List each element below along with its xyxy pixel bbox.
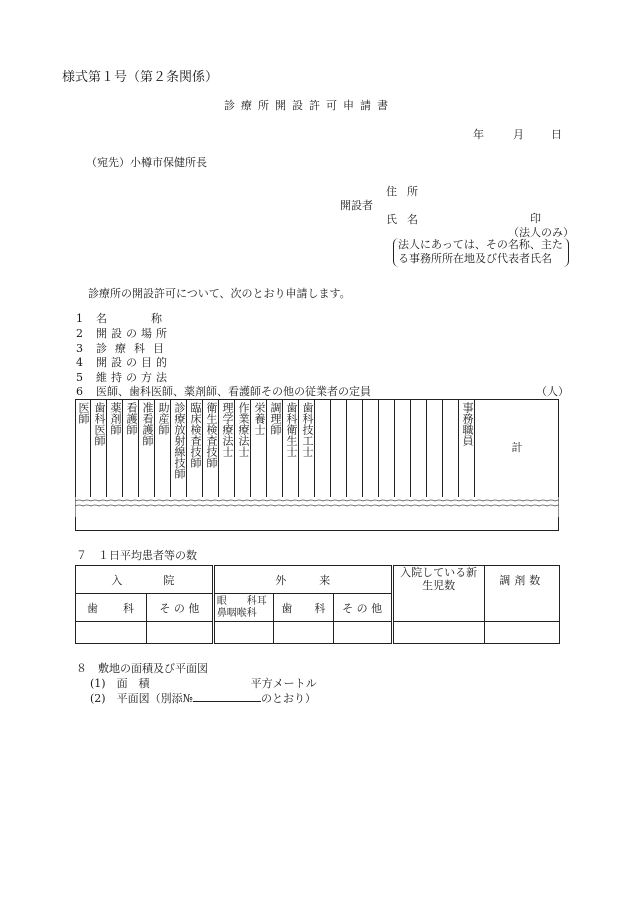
staff-column-header: 計: [511, 441, 523, 454]
intro-text: 診療所の開設許可について、次のとおり申請します。: [88, 287, 351, 300]
date-day: 日: [551, 128, 562, 141]
staff-column-header: 事務職員: [459, 399, 475, 497]
document-title: 診療所開設許可申請書: [224, 99, 394, 112]
staff-column-header: [379, 399, 395, 497]
address-label: 住所: [386, 185, 428, 198]
cell-empty: [274, 622, 333, 644]
staff-column-header: [347, 399, 363, 497]
item-2: [76, 325, 171, 341]
cell-empty: [213, 622, 273, 644]
name-label: 氏名: [386, 213, 428, 226]
applicant-label: 開設者: [340, 199, 373, 212]
inpatient-dental: 歯 科: [76, 594, 147, 622]
item-label: 開設の目的: [96, 356, 171, 369]
staff-table-bottom: [75, 517, 559, 531]
cell-empty: [146, 622, 213, 644]
item-4: [76, 354, 171, 370]
date-year: 年: [473, 128, 484, 141]
form-number: 様式第１号（第２条関係）: [62, 70, 219, 85]
staff-column-header: [411, 399, 427, 497]
staff-column-header: 作業療法士: [235, 399, 251, 497]
date-month: 月: [513, 128, 524, 141]
staff-column-header: 歯科衛生士: [283, 399, 299, 497]
item-label: 名 称: [96, 312, 162, 325]
staff-column-header: [395, 399, 411, 497]
staff-column-header: [427, 399, 443, 497]
item-label: 診療科目: [96, 342, 172, 355]
staff-column-header: [331, 399, 347, 497]
seal-mark: 印: [530, 212, 541, 225]
item-6: [76, 383, 371, 399]
eye-ent-header: 眼 科耳鼻咽喉科: [213, 594, 273, 622]
section-7-title: ７ １日平均患者等の数: [76, 549, 197, 562]
area-label: (1) 面 積: [90, 677, 150, 690]
item-label: 維持の方法: [96, 371, 171, 384]
dispensing-header: 調剤数: [484, 566, 559, 622]
corp-only-note: （法人のみ）: [508, 226, 574, 239]
inpatient-other: そ の 他: [146, 594, 213, 622]
staff-unit: （人）: [536, 385, 569, 398]
item-label: 開設の場所: [96, 327, 171, 340]
staff-column-header: 栄養士: [251, 399, 267, 497]
area-unit: 平方メートル: [250, 677, 317, 690]
item-num: 2: [76, 327, 83, 340]
outpatient-other: そ の 他: [333, 594, 392, 622]
patient-table: [75, 565, 560, 644]
item-num: 4: [76, 356, 83, 369]
staff-column-header: 助産師: [155, 399, 171, 497]
area-line: [90, 675, 317, 691]
section-8-title: ８ 敷地の面積及び平面図: [76, 662, 208, 675]
cell-empty: [392, 622, 484, 644]
staff-column-header: 診療放射線技師: [171, 399, 187, 497]
staff-column-header: 理学療法士: [219, 399, 235, 497]
staff-column-header: 医師: [75, 399, 91, 497]
plan-suffix: のとおり）: [261, 692, 316, 705]
staff-column-header: [315, 399, 331, 497]
staff-column-header: 衛生検査技師: [203, 399, 219, 497]
staff-column-header: [443, 399, 459, 497]
item-1: [76, 310, 162, 326]
plan-label: (2) 平面図（別添№: [90, 692, 193, 705]
outpatient-header: 外 来: [213, 566, 392, 594]
cell-empty: [484, 622, 559, 644]
corp-note-bracket: 法人にあっては、その名称、主たる事務所所在地及び代表者氏名: [393, 238, 569, 267]
addressee: （宛先）小樽市保健所長: [86, 156, 207, 169]
newborn-header: 入院している新生児数: [392, 566, 484, 622]
staff-column-header: 歯科医師: [91, 399, 107, 497]
date-line: [473, 126, 562, 142]
staff-column-header: [363, 399, 379, 497]
table-break-wave: [75, 495, 559, 519]
inpatient-header: 入 院: [76, 566, 214, 594]
outpatient-dental: 歯 科: [274, 594, 333, 622]
staff-column-header: 歯科技工士: [299, 399, 315, 497]
item-label: 医師、歯科医師、薬剤師、看護師その他の従業者の定員: [96, 385, 371, 398]
staff-column-header: 薬剤師: [107, 399, 123, 497]
item-num: 1: [76, 312, 83, 325]
staff-table: [75, 399, 559, 531]
staff-column-header: 臨床検査技師: [187, 399, 203, 497]
cell-empty: [333, 622, 392, 644]
staff-column-header: 看護師: [123, 399, 139, 497]
plan-line: [90, 690, 316, 706]
staff-column-header: 調理師: [267, 399, 283, 497]
cell-empty: [76, 622, 147, 644]
item-num: 5: [76, 371, 83, 384]
staff-column-header: 准看護師: [139, 399, 155, 497]
item-num: 6: [76, 385, 83, 398]
plan-number-blank: [193, 691, 261, 702]
item-num: 3: [76, 342, 83, 355]
